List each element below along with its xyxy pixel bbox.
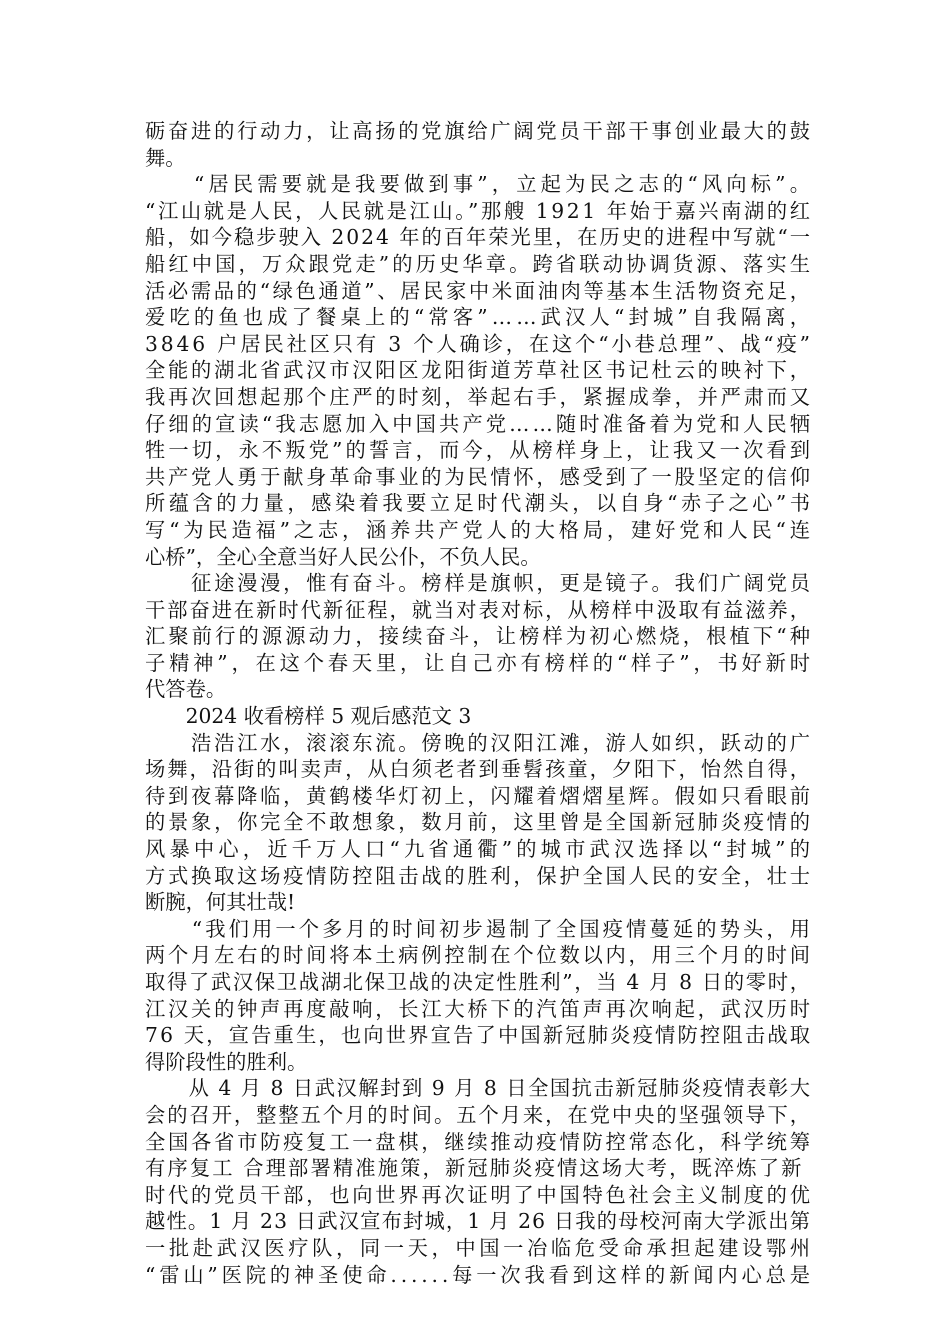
text-line: 子精神”，在这个春天里，让自己亦有榜样的“样子”，书好新时 [145, 650, 814, 675]
paragraph [145, 171, 815, 570]
text-line: 2024 收看榜样 5 观后感范文 3 [145, 704, 472, 729]
text-line: 会的召开，整整五个月的时间。五个月来，在党中央的坚强领导下， [145, 1102, 812, 1127]
paragraph [145, 1075, 814, 1288]
text-line: 取得了武汉保卫战湖北保卫战的决定性胜利”，当 4 月 8 日的零时， [145, 970, 812, 994]
text-line: 全国各省市防疫复工一盘棋，继续推动疫情防控常态化，科学统筹 [145, 1129, 813, 1154]
text-line: 心桥”，全心全意当好人民公仆，不负人民。 [145, 544, 541, 569]
text-line: 牲一切，永不叛党”的誓言，而今，从榜样身上，让我又一次看到 [145, 438, 814, 463]
paragraph [145, 730, 815, 916]
text-line: 代答卷。 [145, 677, 227, 702]
text-line: 时代的党员干部，也向世界再次证明了中国特色社会主义制度的优 [145, 1182, 813, 1207]
text-line: 舞。 [145, 145, 186, 170]
text-line: 共产党人勇于献身革命事业的为民情怀，感受到了一股坚定的信仰 [145, 464, 813, 489]
text-line: 江汉关的钟声再度敲响，长江大桥下的汽笛声再次响起，武汉历时 [145, 996, 813, 1021]
text-line: 我再次回想起那个庄严的时刻，举起右手，紧握成拳，并严肃而又 [145, 384, 813, 409]
text-line: 船，如今稳步驶入 2024 年的百年荣光里，在历史的进程中写就“一 [145, 225, 812, 250]
paragraph [145, 570, 814, 703]
paragraph [145, 118, 813, 171]
text-line: 两个月左右的时间将本土病例控制在个位数以内，用三个月的时间 [145, 943, 813, 968]
text-line: 越性。1 月 23 日武汉宣布封城，1 月 26 日我的母校河南大学派出第 [145, 1209, 812, 1234]
text-line: 一批赴武汉医疗队，同一天，中国一冶临危受命承担起建设鄂州 [145, 1235, 814, 1260]
text-line: 断腕，何其壮哉! [145, 890, 296, 915]
text-line: 征途漫漫，惟有奋斗。榜样是旗帜，更是镜子。我们广阔党员 [145, 571, 813, 596]
paragraph [145, 703, 810, 730]
text-line: 写“为民造福”之志，涵养共产党人的大格局，建好党和人民“连 [145, 517, 814, 542]
text-line: “雷山”医院的神圣使命......每一次我看到这样的新闻内心总是 [145, 1262, 814, 1287]
text-line: 干部奋进在新时代新征程，就当对表对标，从榜样中汲取有益滋养， [145, 597, 812, 622]
text-line: 爱吃的鱼也成了餐桌上的“常客”……武汉人“封城”自我隔离， [145, 305, 815, 330]
text-line: 方式换取这场疫情防控阻击战的胜利，保护全国人民的安全，壮士 [145, 863, 813, 888]
paragraph [145, 916, 814, 1076]
text-line: 活必需品的“绿色通道”、居民家中米面油肉等基本生活物资充足， [145, 278, 813, 303]
text-line: 待到夜幕降临，黄鹤楼华灯初上，闪耀着熠熠星辉。假如只看眼前 [145, 783, 813, 808]
text-line: 3846 户居民社区只有 3 个人确诊，在这个“小巷总理”、战“疫” [145, 331, 813, 356]
text-line: 浩浩江水，滚滚东流。傍晚的汉阳江滩，游人如织，跃动的广 [145, 730, 813, 755]
text-line: 场舞，沿街的叫卖声，从白须老者到垂髫孩童，夕阳下，怡然自得， [145, 757, 812, 782]
text-line: 所蕴含的力量，感染着我要立足时代潮头，以自身“赤子之心”书 [145, 491, 814, 516]
text-line: 有序复工 合理部署精准施策，新冠肺炎疫情这场大考，既淬炼了新 [145, 1156, 804, 1181]
document-page [145, 118, 815, 1288]
text-line: 全能的湖北省武汉市汉阳区龙阳街道芳草社区书记杜云的映衬下， [145, 358, 813, 383]
text-line: 砺奋进的行动力，让高扬的党旗给广阔党员干部干事创业最大的鼓 [145, 119, 813, 143]
text-line: 从 4 月 8 日武汉解封到 9 月 8 日全国抗击新冠肺炎疫情表彰大 [145, 1076, 812, 1101]
text-line: “居民需要就是我要做到事”，立起为民之志的“风向标”。 [145, 172, 815, 197]
text-line: 得阶段性的胜利。 [145, 1049, 308, 1074]
text-line: 风暴中心，近千万人口“九省通衢”的城市武汉选择以“封城”的 [145, 837, 815, 862]
text-line: 船红中国，万众跟党走”的历史华章。跨省联动协调货源、落实生 [145, 251, 814, 276]
text-line: 的景象，你完全不敢想象，数月前，这里曾是全国新冠肺炎疫情的 [145, 810, 813, 835]
text-line: 汇聚前行的源源动力，接续奋斗，让榜样为初心燃烧，根植下“种 [145, 624, 814, 649]
text-line: 仔细的宣读“我志愿加入中国共产党……随时准备着为党和人民牺 [145, 411, 814, 436]
text-line: “江山就是人民，人民就是江山。”那艘 1921 年始于嘉兴南湖的红 [145, 198, 813, 223]
text-line: “我们用一个多月的时间初步遏制了全国疫情蔓延的势头，用 [145, 916, 814, 941]
text-line: 76 天，宣告重生，也向世界宣告了中国新冠肺炎疫情防控阻击战取 [145, 1023, 813, 1048]
